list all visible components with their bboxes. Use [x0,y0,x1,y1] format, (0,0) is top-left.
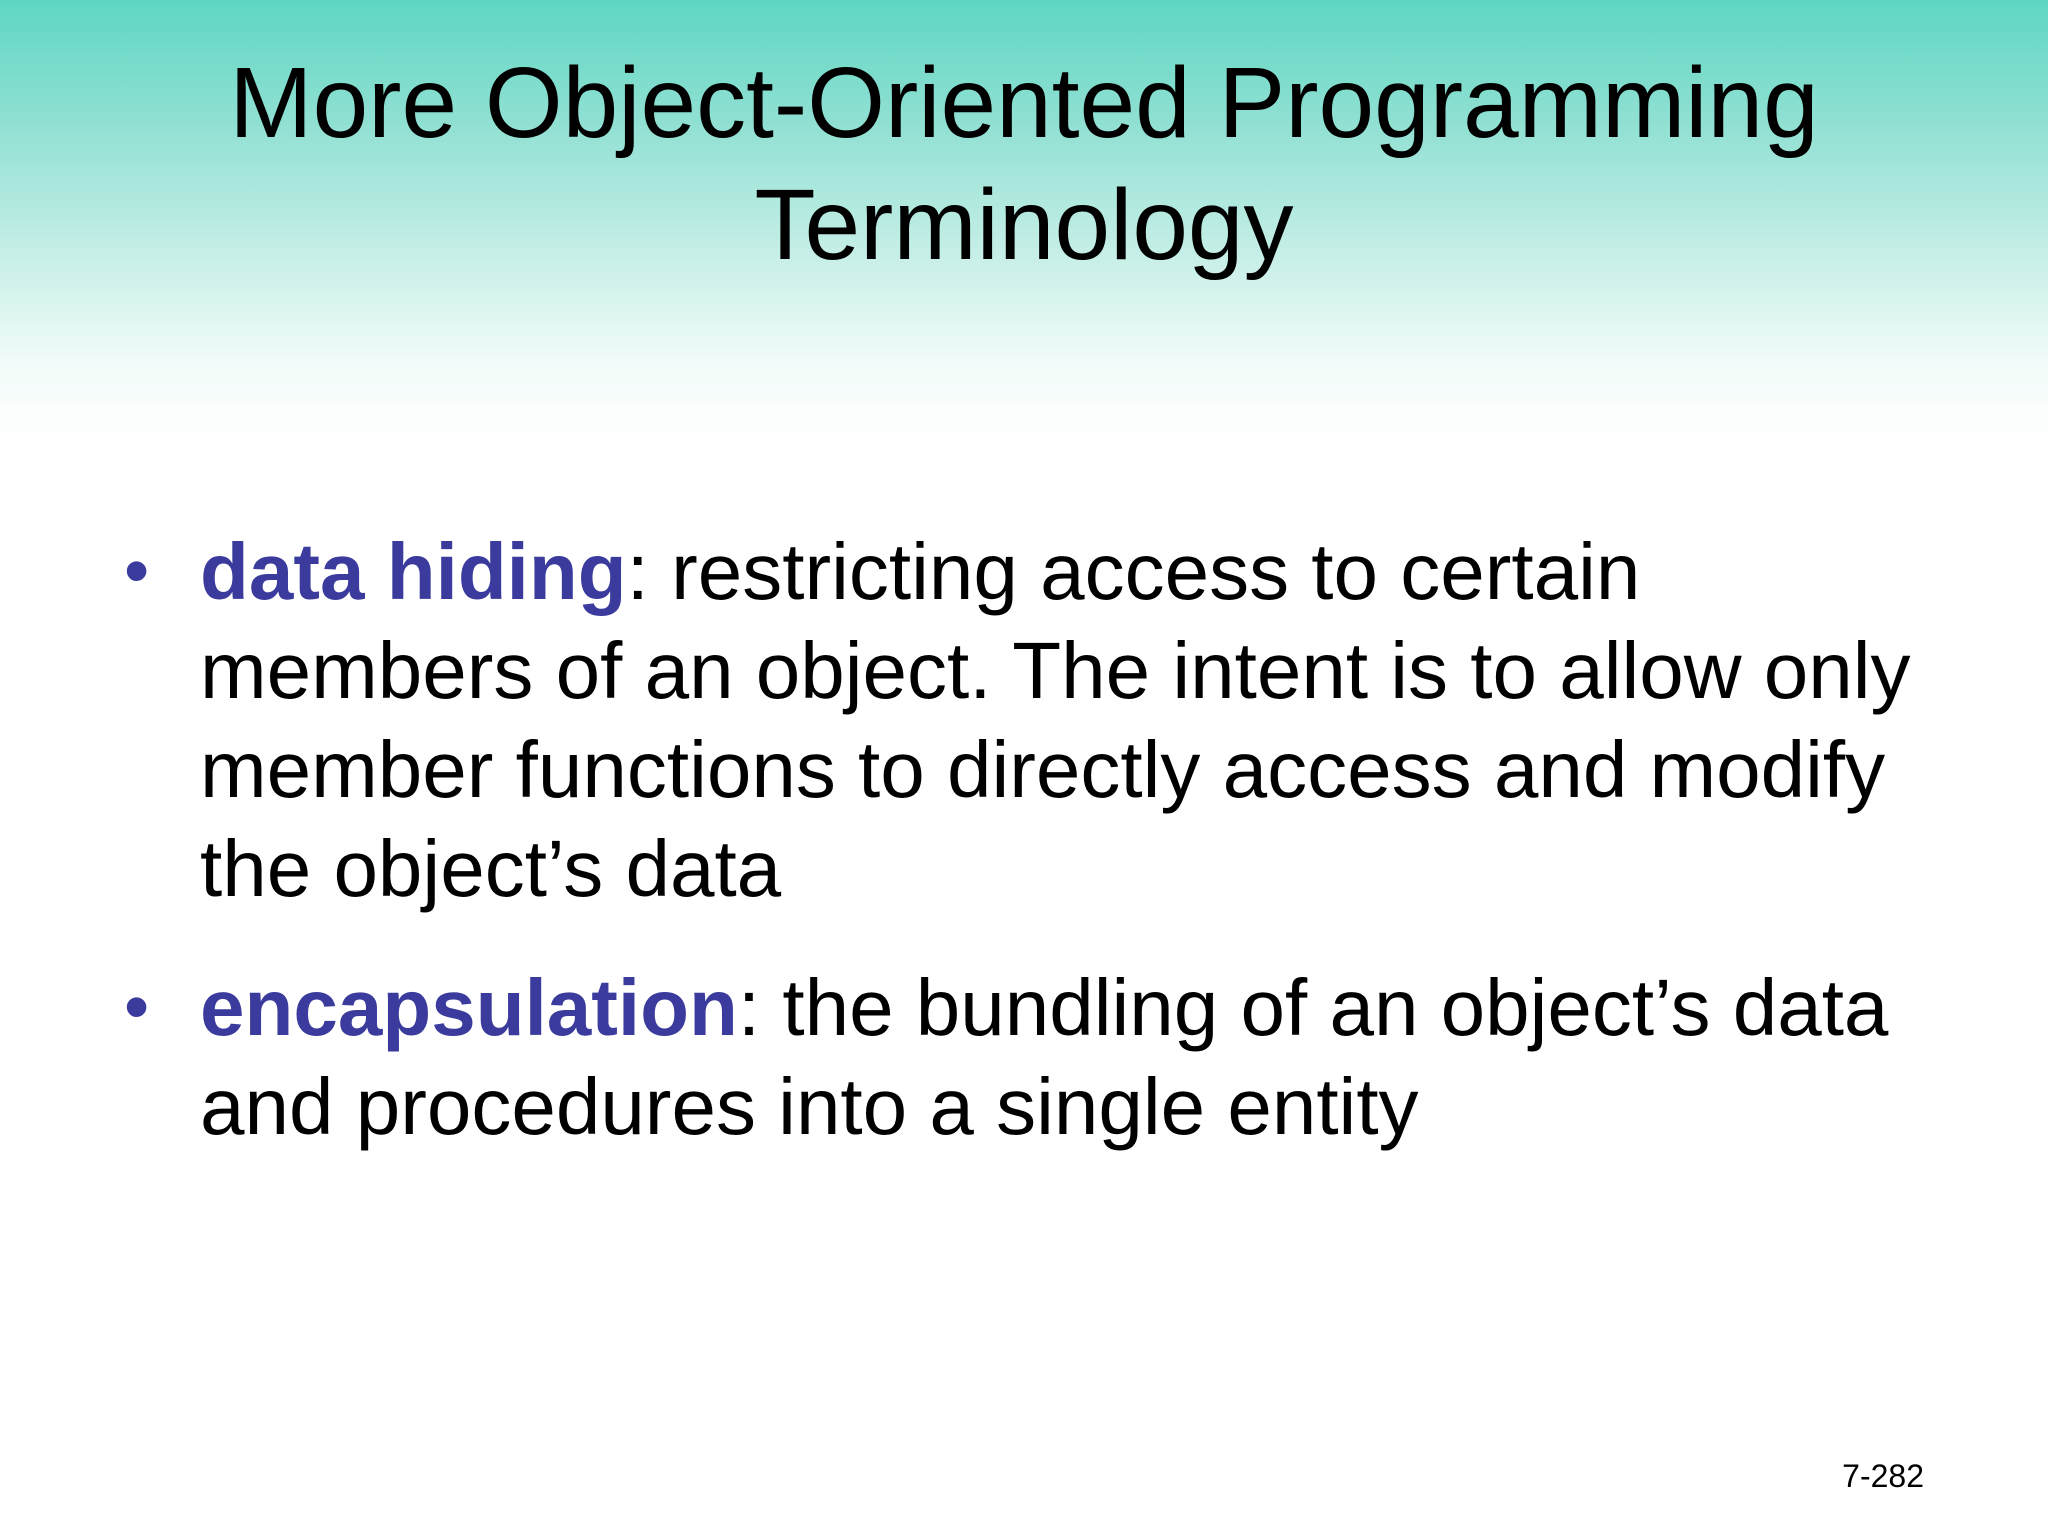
bullet-term: encapsulation [200,963,738,1052]
bullet-item-data-hiding [124,522,1960,918]
bullet-definition: restricting access to certain members of an object. The intent is to allow only member functions to directly access and modify the object’s data [200,527,1911,913]
slide-title [0,42,2048,286]
slide-title-line-1: More Object-Oriented Programming [229,47,1819,159]
bullet-separator: : [737,963,761,1052]
bullet-definition: the bundling of an object’s data and procedures into a single entity [200,963,1889,1151]
bullet-list [124,522,1960,1196]
bullet-term: data hiding [200,527,627,616]
page-number: 7-282 [1842,1458,1924,1494]
bullet-separator: : [626,527,649,616]
bullet-icon: • [124,531,150,611]
bullet-item-encapsulation [124,958,1960,1156]
bullet-icon: • [124,967,150,1047]
slide-title-line-2: Terminology [754,169,1294,281]
